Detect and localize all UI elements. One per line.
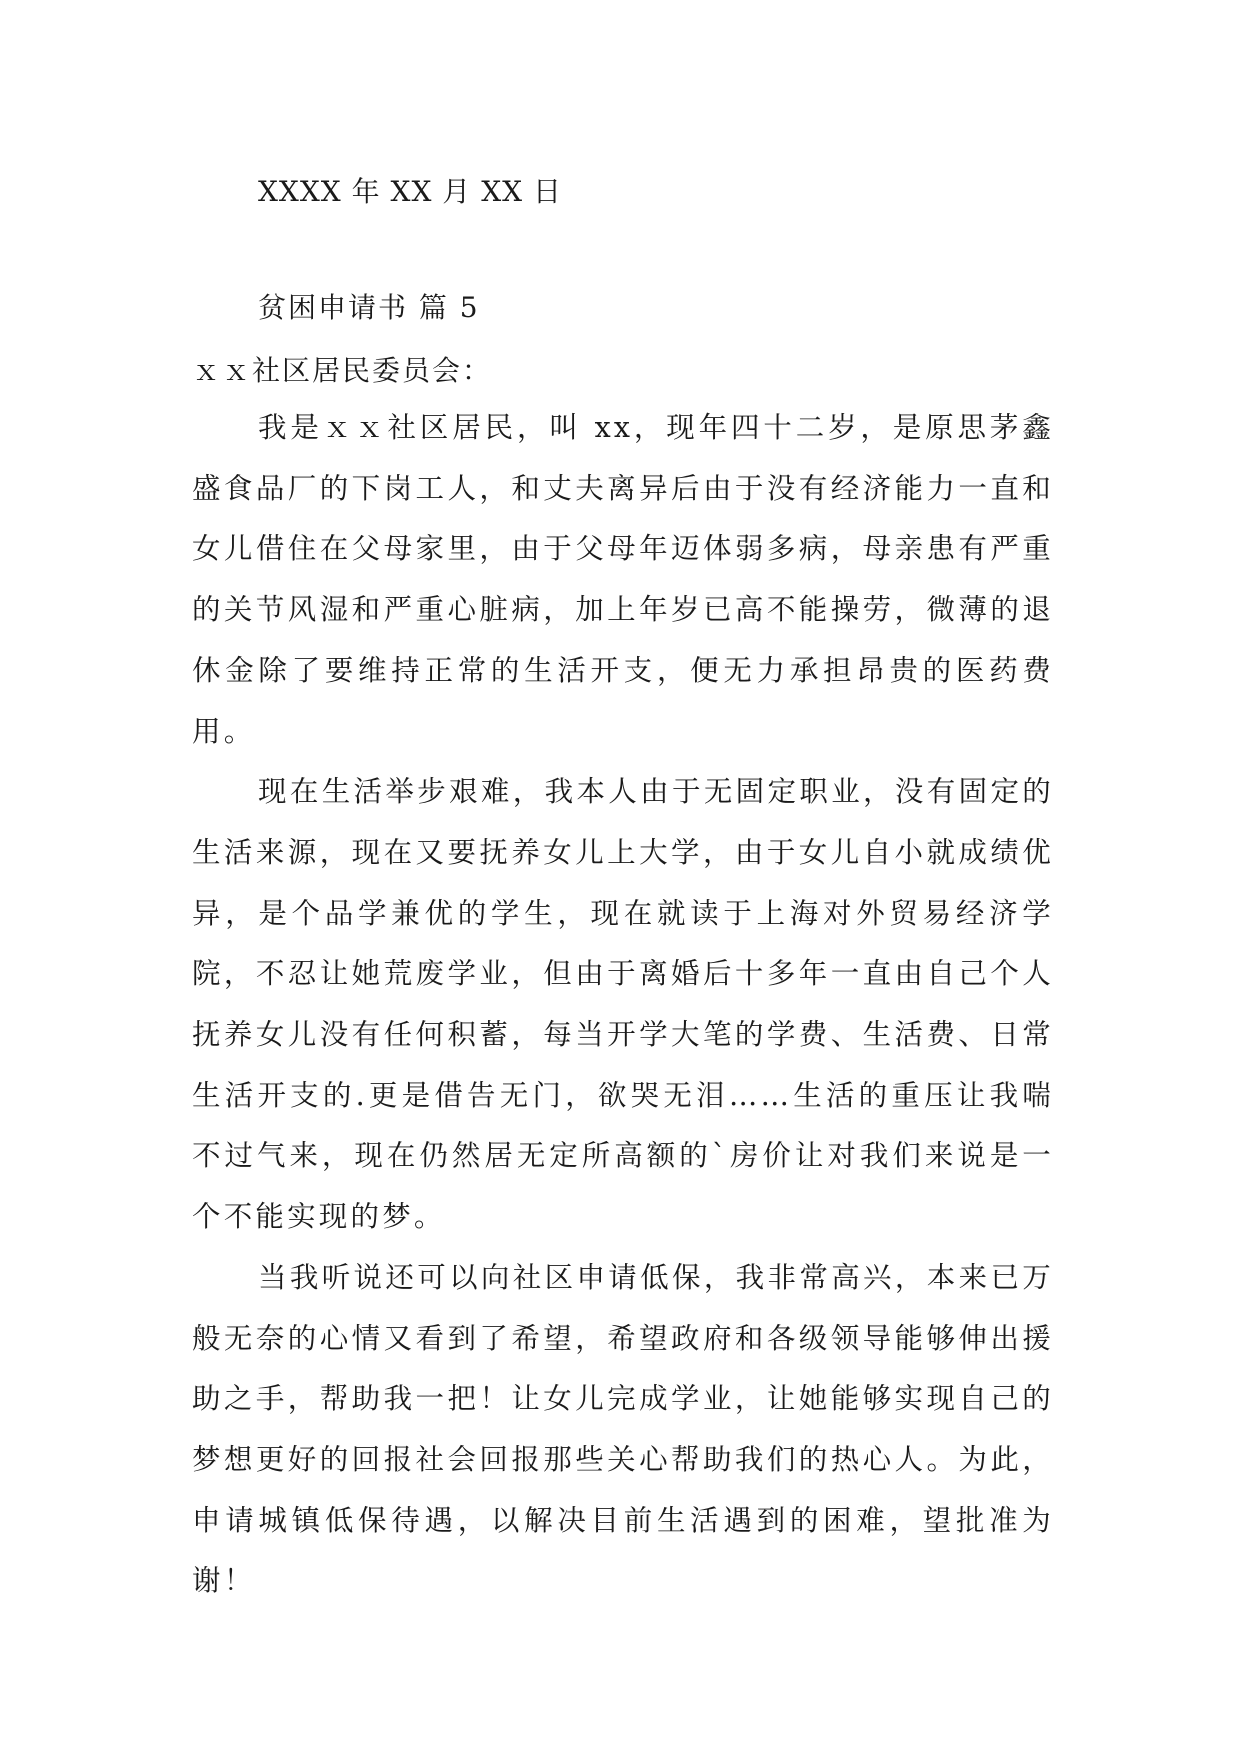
document-title: 贫困申请书 篇 5 — [258, 291, 480, 324]
paragraph: 我是ｘｘ社区居民，叫 xx，现年四十二岁，是原思茅鑫盛食品厂的下岗工人，和丈夫离异后由于没有经济能力一直和女儿借住在父母家里，由于父母年迈体弱多病，母亲患有严重的关节风湿和严重心脏病，加上年岁已高不能操劳，微薄的退休金除了要维持正常的生活开支，便无力承担昂贵的医药费用。 — [192, 411, 1054, 748]
paragraph: 当我听说还可以向社区申请低保，我非常高兴，本来已万般无奈的心情又看到了希望，希望政府和各级领导能够伸出援助之手，帮助我一把！让女儿完成学业，让她能够实现自己的梦想更好的回报社会回报那些关心帮助我们的热心人。为此，申请城镇低保待遇，以解决目前生活遇到的困难，望批准为谢！ — [192, 1260, 1054, 1598]
letter-body — [192, 398, 1054, 1612]
salutation: ｘｘ社区居民委员会： — [192, 354, 493, 387]
document-date: XXXX 年 XX 月 XX 日 — [258, 175, 562, 208]
paragraph: 现在生活举步艰难，我本人由于无固定职业，没有固定的生活来源，现在又要抚养女儿上大学，由于女儿自小就成绩优异，是个品学兼优的学生，现在就读于上海对外贸易经济学院，不忍让她荒废学业，但由于离婚后十多年一直由自己个人抚养女儿没有任何积蓄，每当开学大笔的学费、生活费、日常生活开支的.更是借告无门，欲哭无泪……生活的重压让我喘不过气来，现在仍然居无定所高额的`房价让对我们来说是一个不能实现的梦。 — [192, 775, 1054, 1234]
